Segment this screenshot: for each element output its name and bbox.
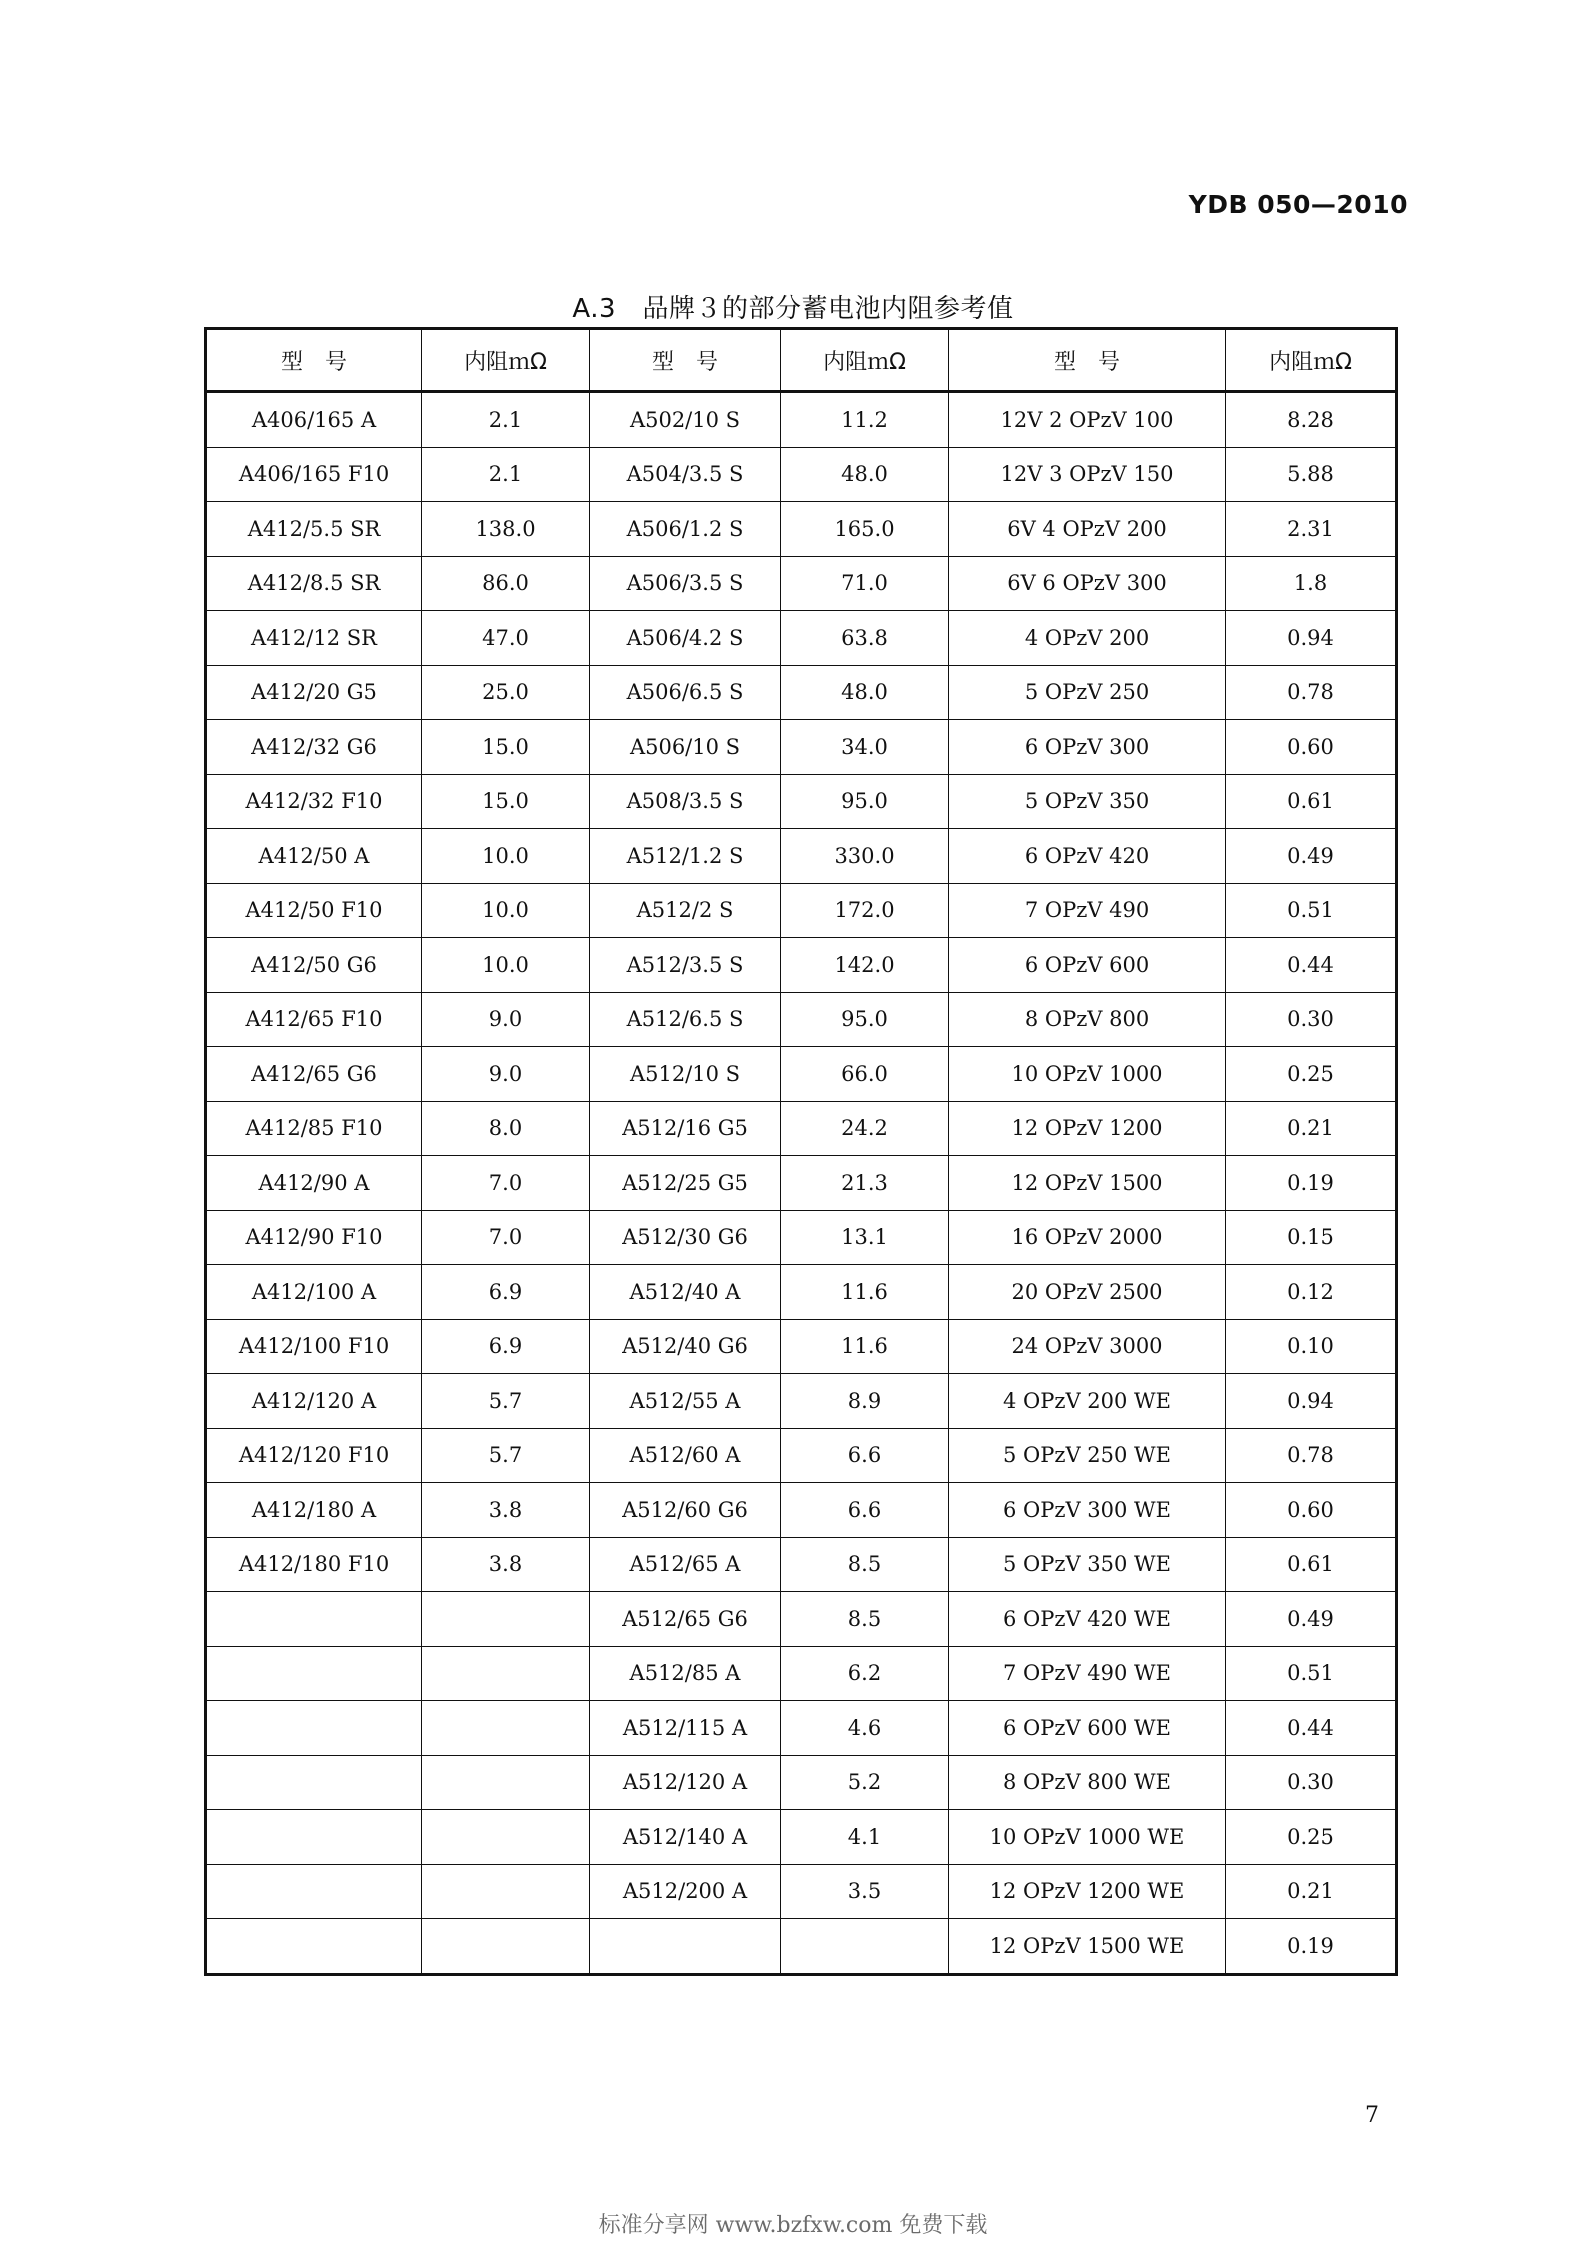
cell-resistance-3: 0.61 xyxy=(1226,774,1397,829)
cell-resistance-2: 48.0 xyxy=(781,665,949,720)
cell-resistance-2: 172.0 xyxy=(781,883,949,938)
cell-model-1: A412/90 A xyxy=(206,1156,422,1211)
header-resistance-1: 内阻ｍΩ xyxy=(422,329,590,392)
cell-model-3: 7 OPzV 490 WE xyxy=(949,1646,1226,1701)
cell-resistance-1: 2.1 xyxy=(422,392,590,448)
cell-resistance-3: 0.21 xyxy=(1226,1101,1397,1156)
cell-resistance-3: 0.60 xyxy=(1226,1483,1397,1538)
cell-resistance-3: 0.10 xyxy=(1226,1319,1397,1374)
cell-resistance-2: 11.6 xyxy=(781,1265,949,1320)
cell-resistance-2: 24.2 xyxy=(781,1101,949,1156)
table-row xyxy=(206,1101,1397,1156)
table-row xyxy=(206,1919,1397,1975)
cell-resistance-1: 9.0 xyxy=(422,992,590,1047)
cell-resistance-3: 5.88 xyxy=(1226,447,1397,502)
table-body xyxy=(206,392,1397,1975)
cell-model-2: A512/25 G5 xyxy=(590,1156,781,1211)
cell-model-2: A512/55 A xyxy=(590,1374,781,1429)
cell-resistance-1: 138.0 xyxy=(422,502,590,557)
table-row xyxy=(206,1701,1397,1756)
cell-resistance-1: 10.0 xyxy=(422,938,590,993)
cell-resistance-2: 4.1 xyxy=(781,1810,949,1865)
cell-model-1: A412/180 F10 xyxy=(206,1537,422,1592)
cell-resistance-2: 13.1 xyxy=(781,1210,949,1265)
cell-model-2: A512/60 A xyxy=(590,1428,781,1483)
cell-model-1 xyxy=(206,1810,422,1865)
cell-model-1 xyxy=(206,1755,422,1810)
table-row xyxy=(206,829,1397,884)
table-row xyxy=(206,1210,1397,1265)
cell-resistance-1: 3.8 xyxy=(422,1537,590,1592)
cell-resistance-1: 10.0 xyxy=(422,883,590,938)
cell-model-3: 5 OPzV 350 WE xyxy=(949,1537,1226,1592)
cell-resistance-2: 6.2 xyxy=(781,1646,949,1701)
cell-model-1: A412/12 SR xyxy=(206,611,422,666)
cell-model-2: A512/2 S xyxy=(590,883,781,938)
table-row xyxy=(206,1047,1397,1102)
cell-resistance-1 xyxy=(422,1701,590,1756)
cell-resistance-2: 6.6 xyxy=(781,1483,949,1538)
cell-resistance-3: 0.30 xyxy=(1226,1755,1397,1810)
cell-model-2: A506/4.2 S xyxy=(590,611,781,666)
table-row xyxy=(206,556,1397,611)
cell-model-3: 8 OPzV 800 WE xyxy=(949,1755,1226,1810)
cell-model-1: A412/32 F10 xyxy=(206,774,422,829)
cell-model-2: A512/200 A xyxy=(590,1864,781,1919)
table-row xyxy=(206,392,1397,448)
cell-model-2: A512/6.5 S xyxy=(590,992,781,1047)
cell-resistance-1: 5.7 xyxy=(422,1428,590,1483)
cell-resistance-2: 3.5 xyxy=(781,1864,949,1919)
header-row xyxy=(206,329,1397,392)
table-row xyxy=(206,502,1397,557)
cell-model-1: A412/120 A xyxy=(206,1374,422,1429)
cell-model-1 xyxy=(206,1701,422,1756)
cell-model-3: 5 OPzV 350 xyxy=(949,774,1226,829)
cell-model-2: A512/115 A xyxy=(590,1701,781,1756)
cell-model-3: 12 OPzV 1500 xyxy=(949,1156,1226,1211)
cell-model-3: 12V 2 OPzV 100 xyxy=(949,392,1226,448)
header-model-2: 型 号 xyxy=(590,329,781,392)
cell-model-1: A412/180 A xyxy=(206,1483,422,1538)
cell-resistance-3: 0.78 xyxy=(1226,665,1397,720)
cell-model-2: A512/40 A xyxy=(590,1265,781,1320)
cell-resistance-2: 165.0 xyxy=(781,502,949,557)
cell-model-3: 6V 6 OPzV 300 xyxy=(949,556,1226,611)
cell-resistance-3: 0.61 xyxy=(1226,1537,1397,1592)
cell-resistance-1 xyxy=(422,1592,590,1647)
cell-model-2: A512/65 G6 xyxy=(590,1592,781,1647)
table-row xyxy=(206,1265,1397,1320)
cell-model-2: A508/3.5 S xyxy=(590,774,781,829)
cell-model-2: A506/10 S xyxy=(590,720,781,775)
cell-resistance-2: 95.0 xyxy=(781,774,949,829)
table-row xyxy=(206,1537,1397,1592)
cell-model-1: A412/5.5 SR xyxy=(206,502,422,557)
cell-model-2: A512/140 A xyxy=(590,1810,781,1865)
cell-model-2: A506/3.5 S xyxy=(590,556,781,611)
cell-model-3: 12 OPzV 1500 WE xyxy=(949,1919,1226,1975)
cell-model-2: A512/120 A xyxy=(590,1755,781,1810)
cell-resistance-3: 0.25 xyxy=(1226,1810,1397,1865)
table-row xyxy=(206,938,1397,993)
table-row xyxy=(206,1156,1397,1211)
battery-resistance-table xyxy=(204,327,1398,1976)
cell-resistance-3: 0.49 xyxy=(1226,829,1397,884)
cell-resistance-2: 48.0 xyxy=(781,447,949,502)
cell-resistance-3: 0.51 xyxy=(1226,883,1397,938)
cell-resistance-1: 3.8 xyxy=(422,1483,590,1538)
page-number: 7 xyxy=(1365,2103,1379,2128)
cell-model-3: 5 OPzV 250 xyxy=(949,665,1226,720)
header-resistance-3: 内阻ｍΩ xyxy=(1226,329,1397,392)
cell-resistance-2: 11.2 xyxy=(781,392,949,448)
table-row xyxy=(206,1755,1397,1810)
table-row xyxy=(206,611,1397,666)
standard-code: YDB 050—2010 xyxy=(1188,190,1408,219)
cell-resistance-2: 63.8 xyxy=(781,611,949,666)
cell-resistance-2: 6.6 xyxy=(781,1428,949,1483)
cell-resistance-2 xyxy=(781,1919,949,1975)
cell-model-2: A504/3.5 S xyxy=(590,447,781,502)
cell-model-1: A412/85 F10 xyxy=(206,1101,422,1156)
cell-resistance-2: 8.5 xyxy=(781,1537,949,1592)
cell-model-3: 4 OPzV 200 WE xyxy=(949,1374,1226,1429)
cell-model-2: A512/60 G6 xyxy=(590,1483,781,1538)
cell-resistance-2: 34.0 xyxy=(781,720,949,775)
cell-model-3: 6 OPzV 420 xyxy=(949,829,1226,884)
cell-resistance-3: 0.94 xyxy=(1226,611,1397,666)
cell-resistance-1: 6.9 xyxy=(422,1319,590,1374)
table-row xyxy=(206,1374,1397,1429)
cell-resistance-1: 25.0 xyxy=(422,665,590,720)
table-row xyxy=(206,883,1397,938)
cell-model-2: A512/65 A xyxy=(590,1537,781,1592)
table-title: A.3 品牌３的部分蓄电池内阻参考值 xyxy=(572,294,1014,324)
cell-model-3: 6 OPzV 420 WE xyxy=(949,1592,1226,1647)
cell-model-2: A512/10 S xyxy=(590,1047,781,1102)
cell-model-2: A512/1.2 S xyxy=(590,829,781,884)
cell-resistance-1 xyxy=(422,1919,590,1975)
table-row xyxy=(206,447,1397,502)
cell-resistance-1 xyxy=(422,1810,590,1865)
table-row xyxy=(206,774,1397,829)
cell-model-1: A412/8.5 SR xyxy=(206,556,422,611)
cell-resistance-3: 0.12 xyxy=(1226,1265,1397,1320)
cell-resistance-3: 0.19 xyxy=(1226,1156,1397,1211)
cell-model-1: A412/50 A xyxy=(206,829,422,884)
cell-model-2: A512/30 G6 xyxy=(590,1210,781,1265)
cell-model-2: A506/6.5 S xyxy=(590,665,781,720)
cell-resistance-1: 86.0 xyxy=(422,556,590,611)
cell-model-1: A412/65 G6 xyxy=(206,1047,422,1102)
cell-resistance-3: 0.25 xyxy=(1226,1047,1397,1102)
cell-model-3: 10 OPzV 1000 WE xyxy=(949,1810,1226,1865)
cell-resistance-2: 8.9 xyxy=(781,1374,949,1429)
table-header xyxy=(206,329,1397,392)
cell-resistance-2: 71.0 xyxy=(781,556,949,611)
table-row xyxy=(206,1646,1397,1701)
cell-model-1: A406/165 A xyxy=(206,392,422,448)
cell-model-3: 16 OPzV 2000 xyxy=(949,1210,1226,1265)
cell-model-1: A412/100 F10 xyxy=(206,1319,422,1374)
header-model-3: 型 号 xyxy=(949,329,1226,392)
cell-resistance-3: 0.78 xyxy=(1226,1428,1397,1483)
cell-model-1: A412/20 G5 xyxy=(206,665,422,720)
table-row xyxy=(206,992,1397,1047)
cell-model-2 xyxy=(590,1919,781,1975)
cell-resistance-3: 0.94 xyxy=(1226,1374,1397,1429)
cell-model-3: 7 OPzV 490 xyxy=(949,883,1226,938)
cell-resistance-1: 15.0 xyxy=(422,774,590,829)
cell-model-2: A512/3.5 S xyxy=(590,938,781,993)
cell-model-3: 6 OPzV 600 xyxy=(949,938,1226,993)
cell-model-1: A412/90 F10 xyxy=(206,1210,422,1265)
cell-model-1: A406/165 F10 xyxy=(206,447,422,502)
header-model-1: 型 号 xyxy=(206,329,422,392)
cell-model-3: 10 OPzV 1000 xyxy=(949,1047,1226,1102)
table-row xyxy=(206,1592,1397,1647)
cell-resistance-3: 0.44 xyxy=(1226,1701,1397,1756)
cell-resistance-1 xyxy=(422,1755,590,1810)
cell-model-1: A412/32 G6 xyxy=(206,720,422,775)
cell-resistance-1: 8.0 xyxy=(422,1101,590,1156)
cell-model-1: A412/65 F10 xyxy=(206,992,422,1047)
cell-resistance-1: 7.0 xyxy=(422,1210,590,1265)
cell-model-3: 24 OPzV 3000 xyxy=(949,1319,1226,1374)
watermark: 标准分享网 www.bzfxw.com 免费下载 xyxy=(598,2213,988,2238)
cell-resistance-3: 0.44 xyxy=(1226,938,1397,993)
cell-resistance-1: 7.0 xyxy=(422,1156,590,1211)
cell-model-3: 6V 4 OPzV 200 xyxy=(949,502,1226,557)
cell-resistance-3: 2.31 xyxy=(1226,502,1397,557)
cell-model-2: A502/10 S xyxy=(590,392,781,448)
cell-model-3: 4 OPzV 200 xyxy=(949,611,1226,666)
cell-model-3: 6 OPzV 600 WE xyxy=(949,1701,1226,1756)
cell-resistance-1: 9.0 xyxy=(422,1047,590,1102)
cell-resistance-2: 95.0 xyxy=(781,992,949,1047)
cell-resistance-1: 47.0 xyxy=(422,611,590,666)
cell-resistance-3: 0.19 xyxy=(1226,1919,1397,1975)
cell-model-1 xyxy=(206,1864,422,1919)
table-row xyxy=(206,665,1397,720)
cell-resistance-2: 142.0 xyxy=(781,938,949,993)
cell-model-3: 5 OPzV 250 WE xyxy=(949,1428,1226,1483)
cell-resistance-3: 0.15 xyxy=(1226,1210,1397,1265)
cell-model-3: 12 OPzV 1200 WE xyxy=(949,1864,1226,1919)
table-row xyxy=(206,720,1397,775)
cell-resistance-2: 8.5 xyxy=(781,1592,949,1647)
table-row xyxy=(206,1428,1397,1483)
table-row xyxy=(206,1810,1397,1865)
cell-model-1: A412/100 A xyxy=(206,1265,422,1320)
cell-model-1: A412/50 F10 xyxy=(206,883,422,938)
cell-model-1: A412/50 G6 xyxy=(206,938,422,993)
cell-resistance-2: 330.0 xyxy=(781,829,949,884)
cell-model-3: 12 OPzV 1200 xyxy=(949,1101,1226,1156)
cell-model-1: A412/120 F10 xyxy=(206,1428,422,1483)
cell-resistance-2: 11.6 xyxy=(781,1319,949,1374)
cell-model-1 xyxy=(206,1646,422,1701)
cell-resistance-1: 6.9 xyxy=(422,1265,590,1320)
cell-resistance-1: 15.0 xyxy=(422,720,590,775)
cell-model-3: 6 OPzV 300 WE xyxy=(949,1483,1226,1538)
cell-resistance-2: 66.0 xyxy=(781,1047,949,1102)
cell-resistance-1: 2.1 xyxy=(422,447,590,502)
cell-model-3: 6 OPzV 300 xyxy=(949,720,1226,775)
cell-resistance-1: 5.7 xyxy=(422,1374,590,1429)
cell-model-1 xyxy=(206,1919,422,1975)
cell-model-2: A512/40 G6 xyxy=(590,1319,781,1374)
cell-resistance-3: 0.21 xyxy=(1226,1864,1397,1919)
cell-resistance-3: 1.8 xyxy=(1226,556,1397,611)
cell-resistance-2: 21.3 xyxy=(781,1156,949,1211)
cell-model-2: A512/16 G5 xyxy=(590,1101,781,1156)
cell-resistance-3: 0.60 xyxy=(1226,720,1397,775)
cell-model-3: 20 OPzV 2500 xyxy=(949,1265,1226,1320)
table-row xyxy=(206,1864,1397,1919)
table-row xyxy=(206,1483,1397,1538)
cell-model-3: 8 OPzV 800 xyxy=(949,992,1226,1047)
cell-resistance-3: 0.49 xyxy=(1226,1592,1397,1647)
table-row xyxy=(206,1319,1397,1374)
cell-resistance-3: 0.51 xyxy=(1226,1646,1397,1701)
cell-model-3: 12V 3 OPzV 150 xyxy=(949,447,1226,502)
cell-resistance-1 xyxy=(422,1646,590,1701)
cell-resistance-3: 8.28 xyxy=(1226,392,1397,448)
cell-resistance-1: 10.0 xyxy=(422,829,590,884)
cell-resistance-3: 0.30 xyxy=(1226,992,1397,1047)
cell-model-2: A506/1.2 S xyxy=(590,502,781,557)
cell-resistance-2: 4.6 xyxy=(781,1701,949,1756)
cell-model-2: A512/85 A xyxy=(590,1646,781,1701)
cell-resistance-1 xyxy=(422,1864,590,1919)
cell-resistance-2: 5.2 xyxy=(781,1755,949,1810)
header-resistance-2: 内阻ｍΩ xyxy=(781,329,949,392)
cell-model-1 xyxy=(206,1592,422,1647)
